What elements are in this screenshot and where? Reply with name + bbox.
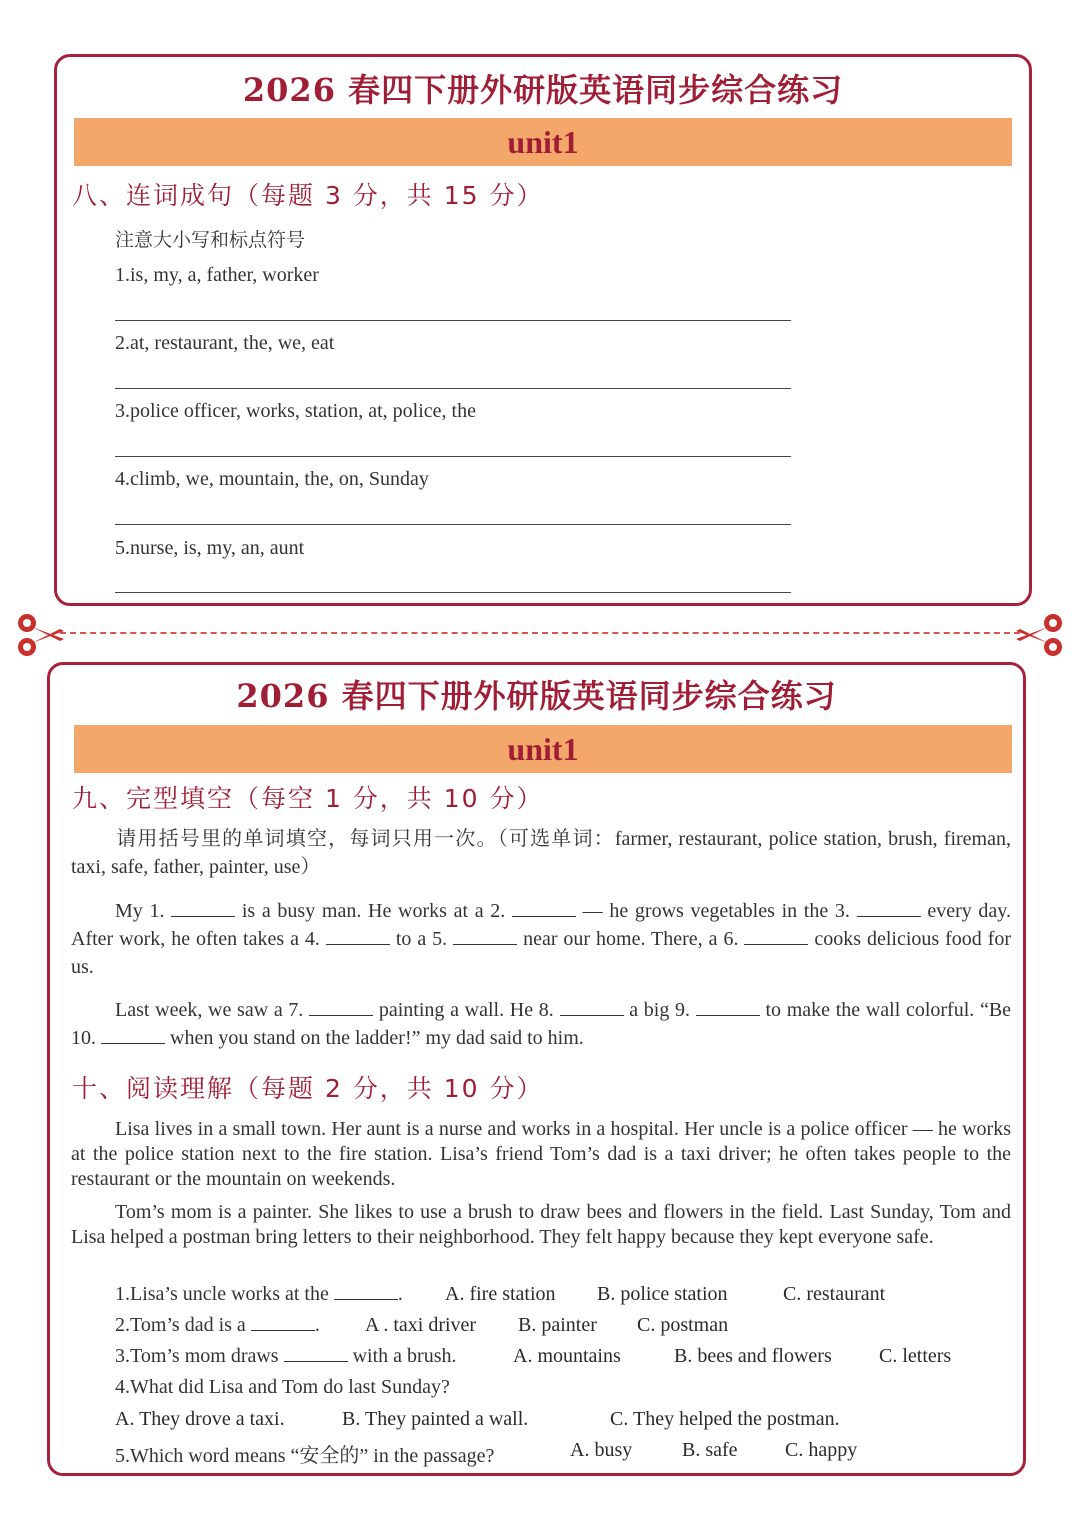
answer-line-4[interactable] xyxy=(115,524,791,525)
option-c[interactable]: C. postman xyxy=(637,1314,729,1336)
option-b[interactable]: B. bees and flowers xyxy=(674,1345,832,1367)
blank-3[interactable] xyxy=(857,902,921,917)
answer-line-5[interactable] xyxy=(115,592,791,593)
blank-8[interactable] xyxy=(560,1001,624,1016)
reading-question-3 xyxy=(115,1345,456,1368)
option-b[interactable]: B. painter xyxy=(518,1314,597,1336)
option-c[interactable]: C. restaurant xyxy=(783,1283,886,1305)
question-end: . xyxy=(314,1314,320,1336)
blank-9[interactable] xyxy=(696,1001,760,1016)
cloze-text: Last week, we saw a 7. xyxy=(115,999,304,1021)
section-title-reading: 十、阅读理解（每题 2 分，共 10 分） xyxy=(72,1074,544,1103)
option-a[interactable]: A . taxi driver xyxy=(365,1314,477,1336)
question-1: 1.is, my, a, father, worker xyxy=(115,264,319,286)
cloze-paragraph-2 xyxy=(71,996,1011,1052)
option-c[interactable]: C. They helped the postman. xyxy=(610,1408,840,1430)
question-5: 5.nurse, is, my, an, aunt xyxy=(115,537,305,559)
blank-1[interactable] xyxy=(171,902,235,917)
blank-2[interactable] xyxy=(512,902,576,917)
panel-title: 2026 春四下册外研版英语同步综合练习 xyxy=(242,71,844,109)
option-a[interactable]: A. mountains xyxy=(513,1345,621,1367)
reading-question-5: 5.Which word means “安全的” in the passage? xyxy=(115,1445,495,1467)
reading-question-4: 4.What did Lisa and Tom do last Sunday? xyxy=(115,1376,450,1398)
question-2: 2.at, restaurant, the, we, eat xyxy=(115,332,335,354)
answer-blank[interactable] xyxy=(334,1285,398,1300)
option-c[interactable]: C. letters xyxy=(879,1345,952,1367)
section-title-cloze: 九、完型填空（每空 1 分，共 10 分） xyxy=(72,784,544,813)
blank-6[interactable] xyxy=(744,930,808,945)
option-a[interactable]: A. busy xyxy=(570,1439,633,1461)
scissors-icon xyxy=(14,612,66,658)
cloze-text: cooks delicious food for us. xyxy=(71,928,1012,978)
unit-banner: unit1 xyxy=(74,725,1012,773)
passage-text: Tom’s mom is a painter. She likes to use a brush to draw bees and flowers in the field. Last Sunday, Tom and Lisa helped a postman bring letters to their neighborhood. They felt happy because they kept everyone safe. xyxy=(71,1201,1011,1248)
reading-question-1 xyxy=(115,1283,403,1306)
blank-5[interactable] xyxy=(453,930,517,945)
answer-blank[interactable] xyxy=(284,1347,348,1362)
unit-banner: unit1 xyxy=(74,118,1012,166)
option-a[interactable]: A. fire station xyxy=(445,1283,556,1305)
cloze-instruction-text: 请用括号里的单词填空，每词只用一次。（可选单词：farmer, restaurant, police station, brush, fireman, taxi, safe, father, painter, use） xyxy=(71,828,1011,878)
cloze-text: My 1. xyxy=(115,900,165,922)
option-a[interactable]: A. They drove a taxi. xyxy=(115,1408,285,1430)
question-3: 3.police officer, works, station, at, police, the xyxy=(115,400,476,422)
question-stem: 3.Tom’s mom draws xyxy=(115,1345,279,1367)
question-end: with a brush. xyxy=(352,1345,457,1367)
cloze-paragraph-1 xyxy=(71,897,1011,981)
cloze-instruction xyxy=(71,825,1011,881)
answer-line-2[interactable] xyxy=(115,388,791,389)
answer-blank[interactable] xyxy=(251,1316,315,1331)
blank-7[interactable] xyxy=(309,1001,373,1016)
cut-line-divider xyxy=(60,632,1020,634)
cloze-text: near our home. There, a 6. xyxy=(523,928,739,950)
question-stem: 1.Lisa’s uncle works at the xyxy=(115,1283,329,1305)
cloze-text: a big 9. xyxy=(629,999,691,1021)
worksheet-panel-1 xyxy=(54,54,1032,606)
passage-text: Lisa lives in a small town. Her aunt is a nurse and works in a hospital. Her uncle is a police officer — he works at the police station next to the fire station. Lisa’s friend Tom’s dad is a taxi driver; he often takes people to the restaurant or the mountain on weekends. xyxy=(71,1118,1011,1190)
cloze-text: when you stand on the ladder!” my dad said to him. xyxy=(170,1027,584,1049)
blank-10[interactable] xyxy=(101,1029,165,1044)
reading-question-2 xyxy=(115,1314,320,1337)
option-b[interactable]: B. They painted a wall. xyxy=(342,1408,529,1430)
panel-title: 2026 春四下册外研版英语同步综合练习 xyxy=(236,677,837,715)
question-end: . xyxy=(397,1283,403,1305)
option-c[interactable]: C. happy xyxy=(785,1439,858,1461)
cloze-text: to a 5. xyxy=(395,928,448,950)
blank-4[interactable] xyxy=(326,930,390,945)
cloze-text: painting a wall. He 8. xyxy=(378,999,554,1021)
question-4: 4.climb, we, mountain, the, on, Sunday xyxy=(115,468,429,490)
reading-passage-2 xyxy=(71,1200,1011,1250)
cloze-text: every day. After work, he often takes a 4. xyxy=(71,900,1011,950)
cloze-text: — he grows vegetables in the 3. xyxy=(582,900,850,922)
answer-line-3[interactable] xyxy=(115,456,791,457)
answer-line-1[interactable] xyxy=(115,320,791,321)
cloze-text: to make the wall colorful. “Be 10. xyxy=(71,999,1012,1049)
section-title-sentence-building: 八、连词成句（每题 3 分，共 15 分） xyxy=(72,181,544,210)
cloze-text: is a busy man. He works at a 2. xyxy=(241,900,506,922)
option-b[interactable]: B. safe xyxy=(682,1439,738,1461)
instruction: 注意大小写和标点符号 xyxy=(115,229,306,251)
question-stem: 2.Tom’s dad is a xyxy=(115,1314,246,1336)
worksheet-panel-2 xyxy=(47,662,1026,1476)
scissors-icon xyxy=(1014,612,1066,658)
reading-passage-1 xyxy=(71,1117,1011,1192)
option-b[interactable]: B. police station xyxy=(597,1283,728,1305)
